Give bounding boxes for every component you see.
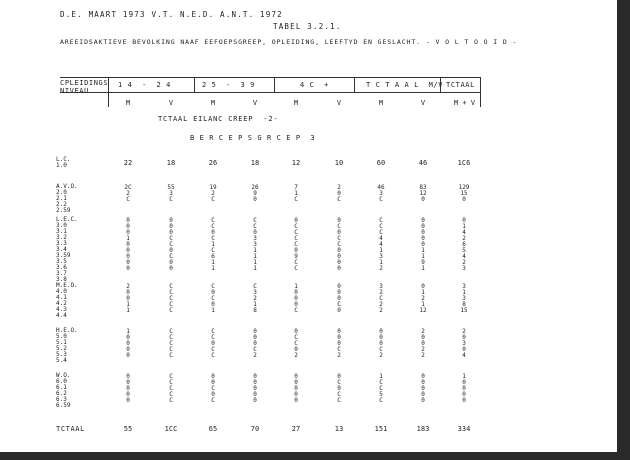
vline-6 [480,77,481,107]
col-label-2: NIVEAU [60,87,89,95]
table-cell: 0 0 0 C 0 [337,283,341,314]
vline-4 [354,77,355,93]
table-cell: 1 0 0 0 0 [462,373,466,404]
total-label: TCTAAL [56,425,85,433]
scan-bottom [0,452,630,460]
table-cell: 19 2 C [209,184,217,203]
table-cell: 0 0 0 C 2 [253,328,257,359]
col-label-1: CPLEIDINGS [60,79,109,87]
sex-header: V [252,99,258,107]
total-cell: 70 [250,425,260,433]
level-codes: A.V.O. 2.0 2.1 2.2 2.59 [56,183,78,214]
table-cell: 0 0 0 0 0 1 1 9 1 [421,217,425,272]
total-cell: 183 [416,425,430,433]
total-cell: 1CC [164,425,178,433]
table-cell: 0 0 0 1 0 0 0 0 0 [126,217,130,272]
table-cell: 2C 2 C [124,184,132,203]
table-cell: 0 C 0 C C 0 0 0 0 [337,217,341,272]
sex-header: M [210,99,216,107]
table-cell: 12 [291,159,301,167]
table-cell: C C C C C [169,373,173,404]
table-cell: 3 2 C 2 2 [379,283,383,314]
sex-header: V [420,99,426,107]
sex-header: M + V [454,99,476,107]
table-cell: C C C C C [169,283,173,314]
level-codes: L.C. 1.0 [56,156,71,169]
table-cell: 0 C 0 C C [337,373,341,404]
rule-mid [60,92,480,93]
table-cell: 2 0 0 2 2 [421,328,425,359]
table-cell: 18 [166,159,176,167]
level-codes: M.E.O. 4.0 4.1 4.2 4.3 4.4 [56,282,78,319]
vline-2 [194,77,195,93]
island-label: TCTAAL EILANC CREEP -2- [158,115,279,123]
table-cell: 10 [334,159,344,167]
table-cell: 0 0 0 C C 0 C 0 0 [169,217,173,272]
total-cell: 65 [208,425,218,433]
table-cell: 0 1 2 1 12 [419,283,427,314]
table-cell: 0 0 0 0 0 [126,373,130,404]
group-label: B E R C E P S G R C E P 3 [190,134,316,142]
table-number: TABEL 3.2.1. [273,22,342,31]
sex-header: M [125,99,131,107]
table-cell: 0 0 0 0 0 [253,373,257,404]
table-subtitle: AREEIDSAKTIEVE BEVOLKING NAAF EEFOEPSGREEP, OPLEIDING, LEEFTYD EN GESLACHT. - V O L T O O I D - [60,38,518,46]
age-group-total-mv: T C T A A L M/V [366,81,444,89]
table-cell: 55 3 C [167,184,175,203]
total-cell: 151 [374,425,388,433]
table-cell: 0 C C C C 0 9 C C [294,217,298,272]
total-cell: 55 [123,425,133,433]
table-cell: 1 0 0 0 0 [126,328,130,359]
table-cell: 22 [123,159,133,167]
table-cell: 0 0 0 C 2 [379,328,383,359]
table-cell: 2 0 3 0 4 [462,328,466,359]
table-cell: 0 0 0 C 2 [337,328,341,359]
level-codes: L.E.C. 3.0 3.1 3.2 3.3 3.4 3.59 3.5 3.6 3.7 3.8 [56,216,78,283]
table-cell: 18 [250,159,260,167]
sex-header: M [378,99,384,107]
scan-edge [617,0,630,460]
age-group-40-plus: 4 C + [300,81,329,89]
table-cell: 26 [208,159,218,167]
table-cell: 0 1 4 2 6 5 4 2 3 [462,217,466,272]
table-cell: 0 0 C 0 C [211,373,215,404]
sex-header: M [293,99,299,107]
header-left: D.E. MAART 1973 V.T. N.E.D. A.N.T. 1972 [60,10,283,19]
table-cell: 0 C C 0 2 [294,328,298,359]
table-cell: 46 3 C [377,184,385,203]
rule-top [60,77,480,78]
table-cell: 0 0 0 0 0 [421,373,425,404]
table-cell: C C C C C [169,328,173,359]
total-cell: 13 [334,425,344,433]
table-cell: C C 0 C C [211,328,215,359]
table-cell: 1 0 0 0 C [294,283,298,314]
table-cell: 60 [376,159,386,167]
vline-3 [274,77,275,93]
table-cell: 1C6 [457,159,471,167]
table-cell: 2 0 C [337,184,341,203]
table-cell: 1 C C 5 C [379,373,383,404]
table-cell: 26 9 0 [251,184,259,203]
sex-header: V [336,99,342,107]
table-cell: 46 [418,159,428,167]
age-group-total: TCTAAL [446,81,475,89]
table-cell: C 0 C 0 1 [211,283,215,314]
age-group-25-39: 2 5 - 3 9 [202,81,255,89]
total-cell: 334 [457,425,471,433]
table-cell: C C 0 3 3 1 1 1 1 [253,217,257,272]
level-codes: H.E.O. 5.0 5.1 5.2 5.3 5.4 [56,327,78,364]
sex-header: V [168,99,174,107]
table-cell: 0 0 0 0 0 [294,373,298,404]
table-cell: 7 1 C [294,184,298,203]
table-cell: 2 0 0 1 1 [126,283,130,314]
table-cell: C 3 2 1 8 [253,283,257,314]
level-codes: W.O. 6.0 6.1 6.2 6.3 6.59 [56,372,71,409]
table-cell: C C C 4 4 1 3 1 2 [379,217,383,272]
table-cell: 83 12 0 [419,184,427,203]
table-cell: C C 0 C 1 C 6 1 1 [211,217,215,272]
age-group-14-24: 1 4 - 2 4 [118,81,171,89]
total-cell: 27 [291,425,301,433]
table-cell: 3 1 3 8 15 [460,283,468,314]
table-cell: 129 15 0 [458,184,470,203]
vline-1 [108,77,109,107]
